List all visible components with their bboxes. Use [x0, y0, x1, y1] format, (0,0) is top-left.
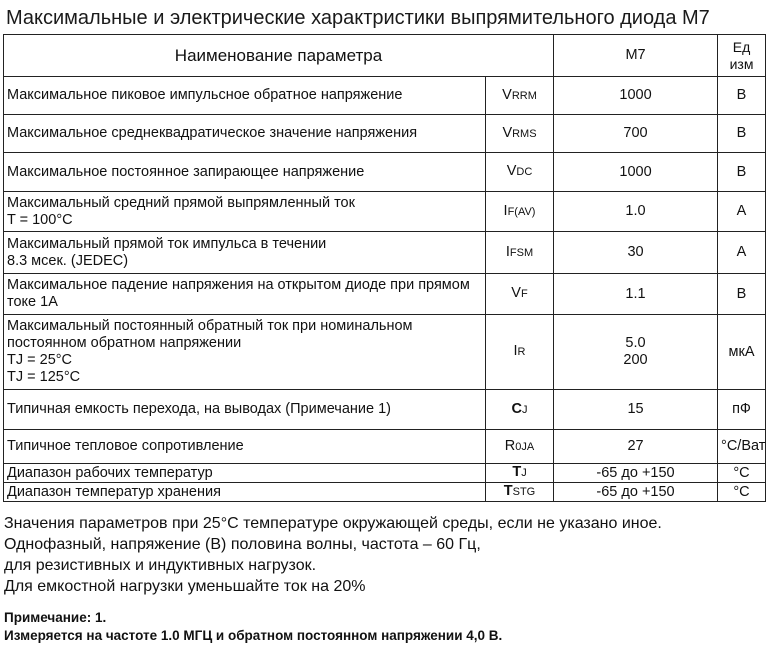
table-row	[4, 315, 766, 390]
note-line: для резистивных и индуктивных нагрузок.	[4, 557, 317, 574]
param-name: Максимальный постоянный обратный ток при номинальном постоянном обратном напряжении TJ = 25°C TJ = 125°C	[4, 315, 486, 390]
footnote-heading: Примечание: 1.	[4, 610, 107, 625]
param-unit: °C/Ват	[718, 430, 766, 464]
param-symbol: IF(AV)	[486, 192, 554, 232]
table-row	[4, 192, 766, 232]
param-name: Типичное тепловое сопротивление	[4, 430, 486, 464]
conditions-notes	[4, 513, 764, 597]
table-row	[4, 464, 766, 483]
param-value: 30	[554, 232, 718, 274]
param-unit: °C	[718, 483, 766, 502]
param-name: Диапазон рабочих температур	[4, 464, 486, 483]
param-name: Максимальный средний прямой выпрямленный ток T = 100°C	[4, 192, 486, 232]
param-value: 1.0	[554, 192, 718, 232]
param-symbol: TSTG	[486, 483, 554, 502]
param-unit: В	[718, 153, 766, 192]
param-unit: пФ	[718, 390, 766, 430]
param-value: 27	[554, 430, 718, 464]
param-value: -65 до +150	[554, 483, 718, 502]
param-value: 1.1	[554, 274, 718, 315]
param-name: Максимальное среднеквадратическое значение напряжения	[4, 115, 486, 153]
table-row	[4, 430, 766, 464]
header-param-name: Наименование параметра	[4, 35, 554, 77]
param-symbol: R0JA	[486, 430, 554, 464]
table-row	[4, 390, 766, 430]
param-symbol: TJ	[486, 464, 554, 483]
param-value: 5.0 200	[554, 315, 718, 390]
param-unit: А	[718, 232, 766, 274]
param-symbol: VRMS	[486, 115, 554, 153]
param-value: -65 до +150	[554, 464, 718, 483]
table-row	[4, 153, 766, 192]
spec-table	[3, 34, 766, 502]
footnote	[4, 609, 764, 645]
param-symbol: VDC	[486, 153, 554, 192]
param-symbol: VRRM	[486, 77, 554, 115]
page-title: Максимальные и электрические характристики выпрямительного диода М7	[6, 7, 710, 29]
table-header-row	[4, 35, 766, 77]
param-unit: В	[718, 274, 766, 315]
table-row	[4, 274, 766, 315]
param-unit: А	[718, 192, 766, 232]
param-symbol: IR	[486, 315, 554, 390]
note-line: Значения параметров при 25°C температуре окружающей среды, если не указано иное.	[4, 515, 662, 532]
param-name: Максимальное пиковое импульсное обратное напряжение	[4, 77, 486, 115]
footnote-text: Измеряется на частоте 1.0 МГЦ и обратном постоянном напряжении 4,0 В.	[4, 628, 503, 643]
header-model: M7	[554, 35, 718, 77]
param-symbol: IFSM	[486, 232, 554, 274]
param-name: Типичная емкость перехода, на выводах (Примечание 1)	[4, 390, 486, 430]
param-symbol: CJ	[486, 390, 554, 430]
param-value: 1000	[554, 153, 718, 192]
param-name: Максимальное падение напряжения на открытом диоде при прямом токе 1А	[4, 274, 486, 315]
header-unit: Ед изм	[718, 35, 766, 77]
param-value: 700	[554, 115, 718, 153]
table-row	[4, 483, 766, 502]
param-unit: °C	[718, 464, 766, 483]
note-line: Однофазный, напряжение (В) половина волны, частота – 60 Гц,	[4, 536, 481, 553]
param-unit: мкА	[718, 315, 766, 390]
table-row	[4, 232, 766, 274]
param-name: Диапазон температур хранения	[4, 483, 486, 502]
param-unit: В	[718, 77, 766, 115]
table-row	[4, 115, 766, 153]
param-name: Максимальное постоянное запирающее напряжение	[4, 153, 486, 192]
param-name: Максимальный прямой ток импульса в течении 8.3 мсек. (JEDEC)	[4, 232, 486, 274]
param-unit: В	[718, 115, 766, 153]
param-symbol: VF	[486, 274, 554, 315]
table-row	[4, 77, 766, 115]
param-value: 1000	[554, 77, 718, 115]
param-value: 15	[554, 390, 718, 430]
note-line: Для емкостной нагрузки уменьшайте ток на 20%	[4, 578, 366, 595]
